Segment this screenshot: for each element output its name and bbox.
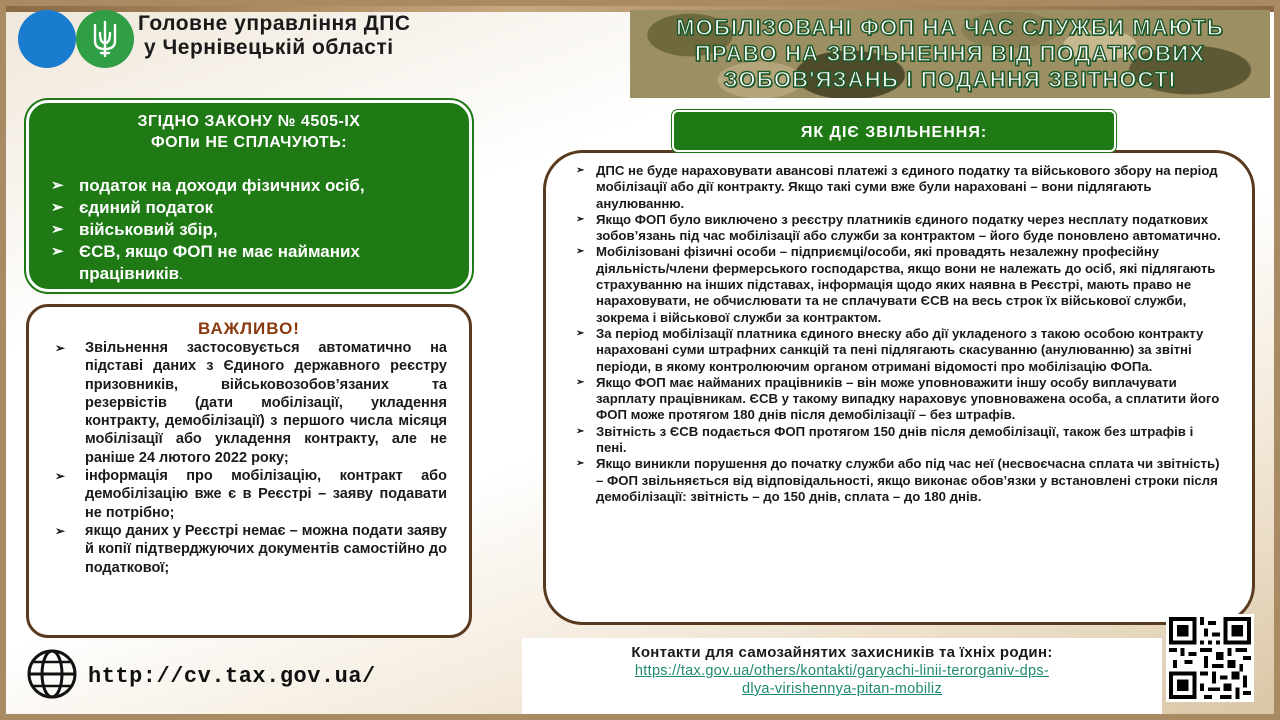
trident-icon — [76, 10, 134, 68]
header-title-line1: Головне управління ДПС — [138, 12, 411, 35]
contacts-link-line2[interactable]: dlya-virishennya-pitan-mobiliz — [742, 681, 942, 697]
how-item: ➢ ДПС не буде нараховувати авансові платежі з єдиного податку та військового збору на період мобілізації або дії контракту. Якщо такі суми вже були нараховані – вони підлягають анулюванню. — [576, 163, 1224, 212]
qr-code[interactable] — [1166, 614, 1254, 702]
law-item-text: ЄСВ, якщо ФОП не має найманих працівників — [79, 242, 360, 283]
law-heading-line1: ЗГІДНО ЗАКОНУ № 4505-ІХ — [137, 113, 361, 130]
law-heading — [47, 111, 451, 153]
how-it-works-box — [543, 150, 1255, 625]
important-title: ВАЖЛИВО! — [198, 319, 300, 338]
important-box — [26, 304, 472, 638]
law-item — [47, 241, 451, 286]
globe-icon — [26, 648, 78, 700]
banner-line1: МОБІЛІЗОВАНІ ФОП НА ЧАС СЛУЖБИ МАЮТЬ — [676, 15, 1224, 40]
how-item: ➢ Якщо виникли порушення до початку служби або під час неї (несвоєчасна сплата чи звітність) – ФОП звільняється від відповідальності, якщо виконає обов’язки у встановлені строки після демобілізації: звітність – до 150 днів, сплата – до 180 днів. — [576, 456, 1224, 505]
important-list — [51, 339, 447, 577]
title-banner — [630, 10, 1270, 98]
law-item: ➢ єдиний податок — [47, 197, 451, 219]
how-item: ➢ Звітність з ЄСВ подається ФОП протягом 150 днів після демобілізації, також без штрафів і пені. — [576, 424, 1224, 457]
how-item: ➢ За період мобілізації платника єдиного внеску або дії укладеного з такою особою контракту нараховані суми штрафних санкцій та пені підлягають скасуванню (анулюванню) за звітні періоди, в якому контролюючим органом отримані відомості про мобілізацію ФОПа. — [576, 326, 1224, 375]
important-item: ➢ інформація про мобілізацію, контракт або демобілізацію вже є в Реєстрі – заяву подавати не потрібно; — [51, 467, 447, 522]
header-title — [138, 12, 478, 60]
header-title-line2: у Чернівецькій області — [144, 36, 394, 59]
contacts-link-line1[interactable]: https://tax.gov.ua/others/kontakti/garyachi-linii-terorganiv-dps- — [634, 663, 1050, 679]
law-list — [47, 175, 451, 286]
contacts-block — [522, 638, 1162, 714]
law-item: ➢ військовий збір, — [47, 219, 451, 241]
law-box — [26, 100, 472, 292]
banner-line3: ЗОБОВ'ЯЗАНЬ І ПОДАННЯ ЗВІТНОСТІ — [723, 67, 1177, 92]
banner-line2: ПРАВО НА ЗВІЛЬНЕННЯ ВІД ПОДАТКОВИХ — [694, 41, 1206, 66]
site-url-link[interactable]: http://cv.tax.gov.ua/ — [88, 664, 376, 689]
how-item: ➢ Якщо ФОП має найманих працівників – він може уповноважити іншу особу виплачувати зарплату працівникам. ЄСВ у такому випадку нараховує уповноважена особа, а сплатити його ФОП може протягом 180 днів після демобілізації – без штрафів. — [576, 375, 1224, 424]
tax-service-logo-blue — [18, 10, 76, 68]
important-item: ➢ якщо даних у Реєстрі немає – можна подати заяву й копії підтверджуючих документів самостійно до податкової; — [51, 522, 447, 577]
how-list — [576, 163, 1224, 505]
banner-text — [676, 15, 1224, 93]
important-item: ➢ Звільнення застосовується автоматично на підставі даних з Єдиного державного реєстру призовників, військовозобов’язаних та резервістів (дати мобілізації, укладення контракту, демобілізації) з першого числа місяця мобілізації або укладення контракту, але не раніше 24 лютого 2022 року; — [51, 339, 447, 467]
contacts-title: Контакти для самозайнятих захисників та їхніх родин: — [631, 644, 1053, 661]
law-heading-line2: ФОПи НЕ СПЛАЧУЮТЬ: — [150, 134, 348, 151]
law-item: ➢ податок на доходи фізичних осіб, — [47, 175, 451, 197]
law-item-tail: . — [179, 267, 183, 282]
how-it-works-title: ЯК ДІЄ ЗВІЛЬНЕННЯ: — [672, 110, 1116, 152]
how-item: ➢ Мобілізовані фізичні особи – підприємці/особи, які провадять незалежну професійну діяльність/члени фермерського господарства, якщо вони не належать до осіб, які підлягають страхуванню на інших підставах, інформація щодо яких наявна в Реєстрі, мають право не нараховувати, не обчислювати та не сплачувати ЄСВ на весь строк їх військової служби, зокрема і військової служби за контрактом. — [576, 244, 1224, 325]
how-item: ➢ Якщо ФОП було виключено з реєстру платників єдиного податку через несплату податкових зобов’язань під час мобілізації або служби за контрактом – його буде поновлено автоматично. — [576, 212, 1224, 245]
